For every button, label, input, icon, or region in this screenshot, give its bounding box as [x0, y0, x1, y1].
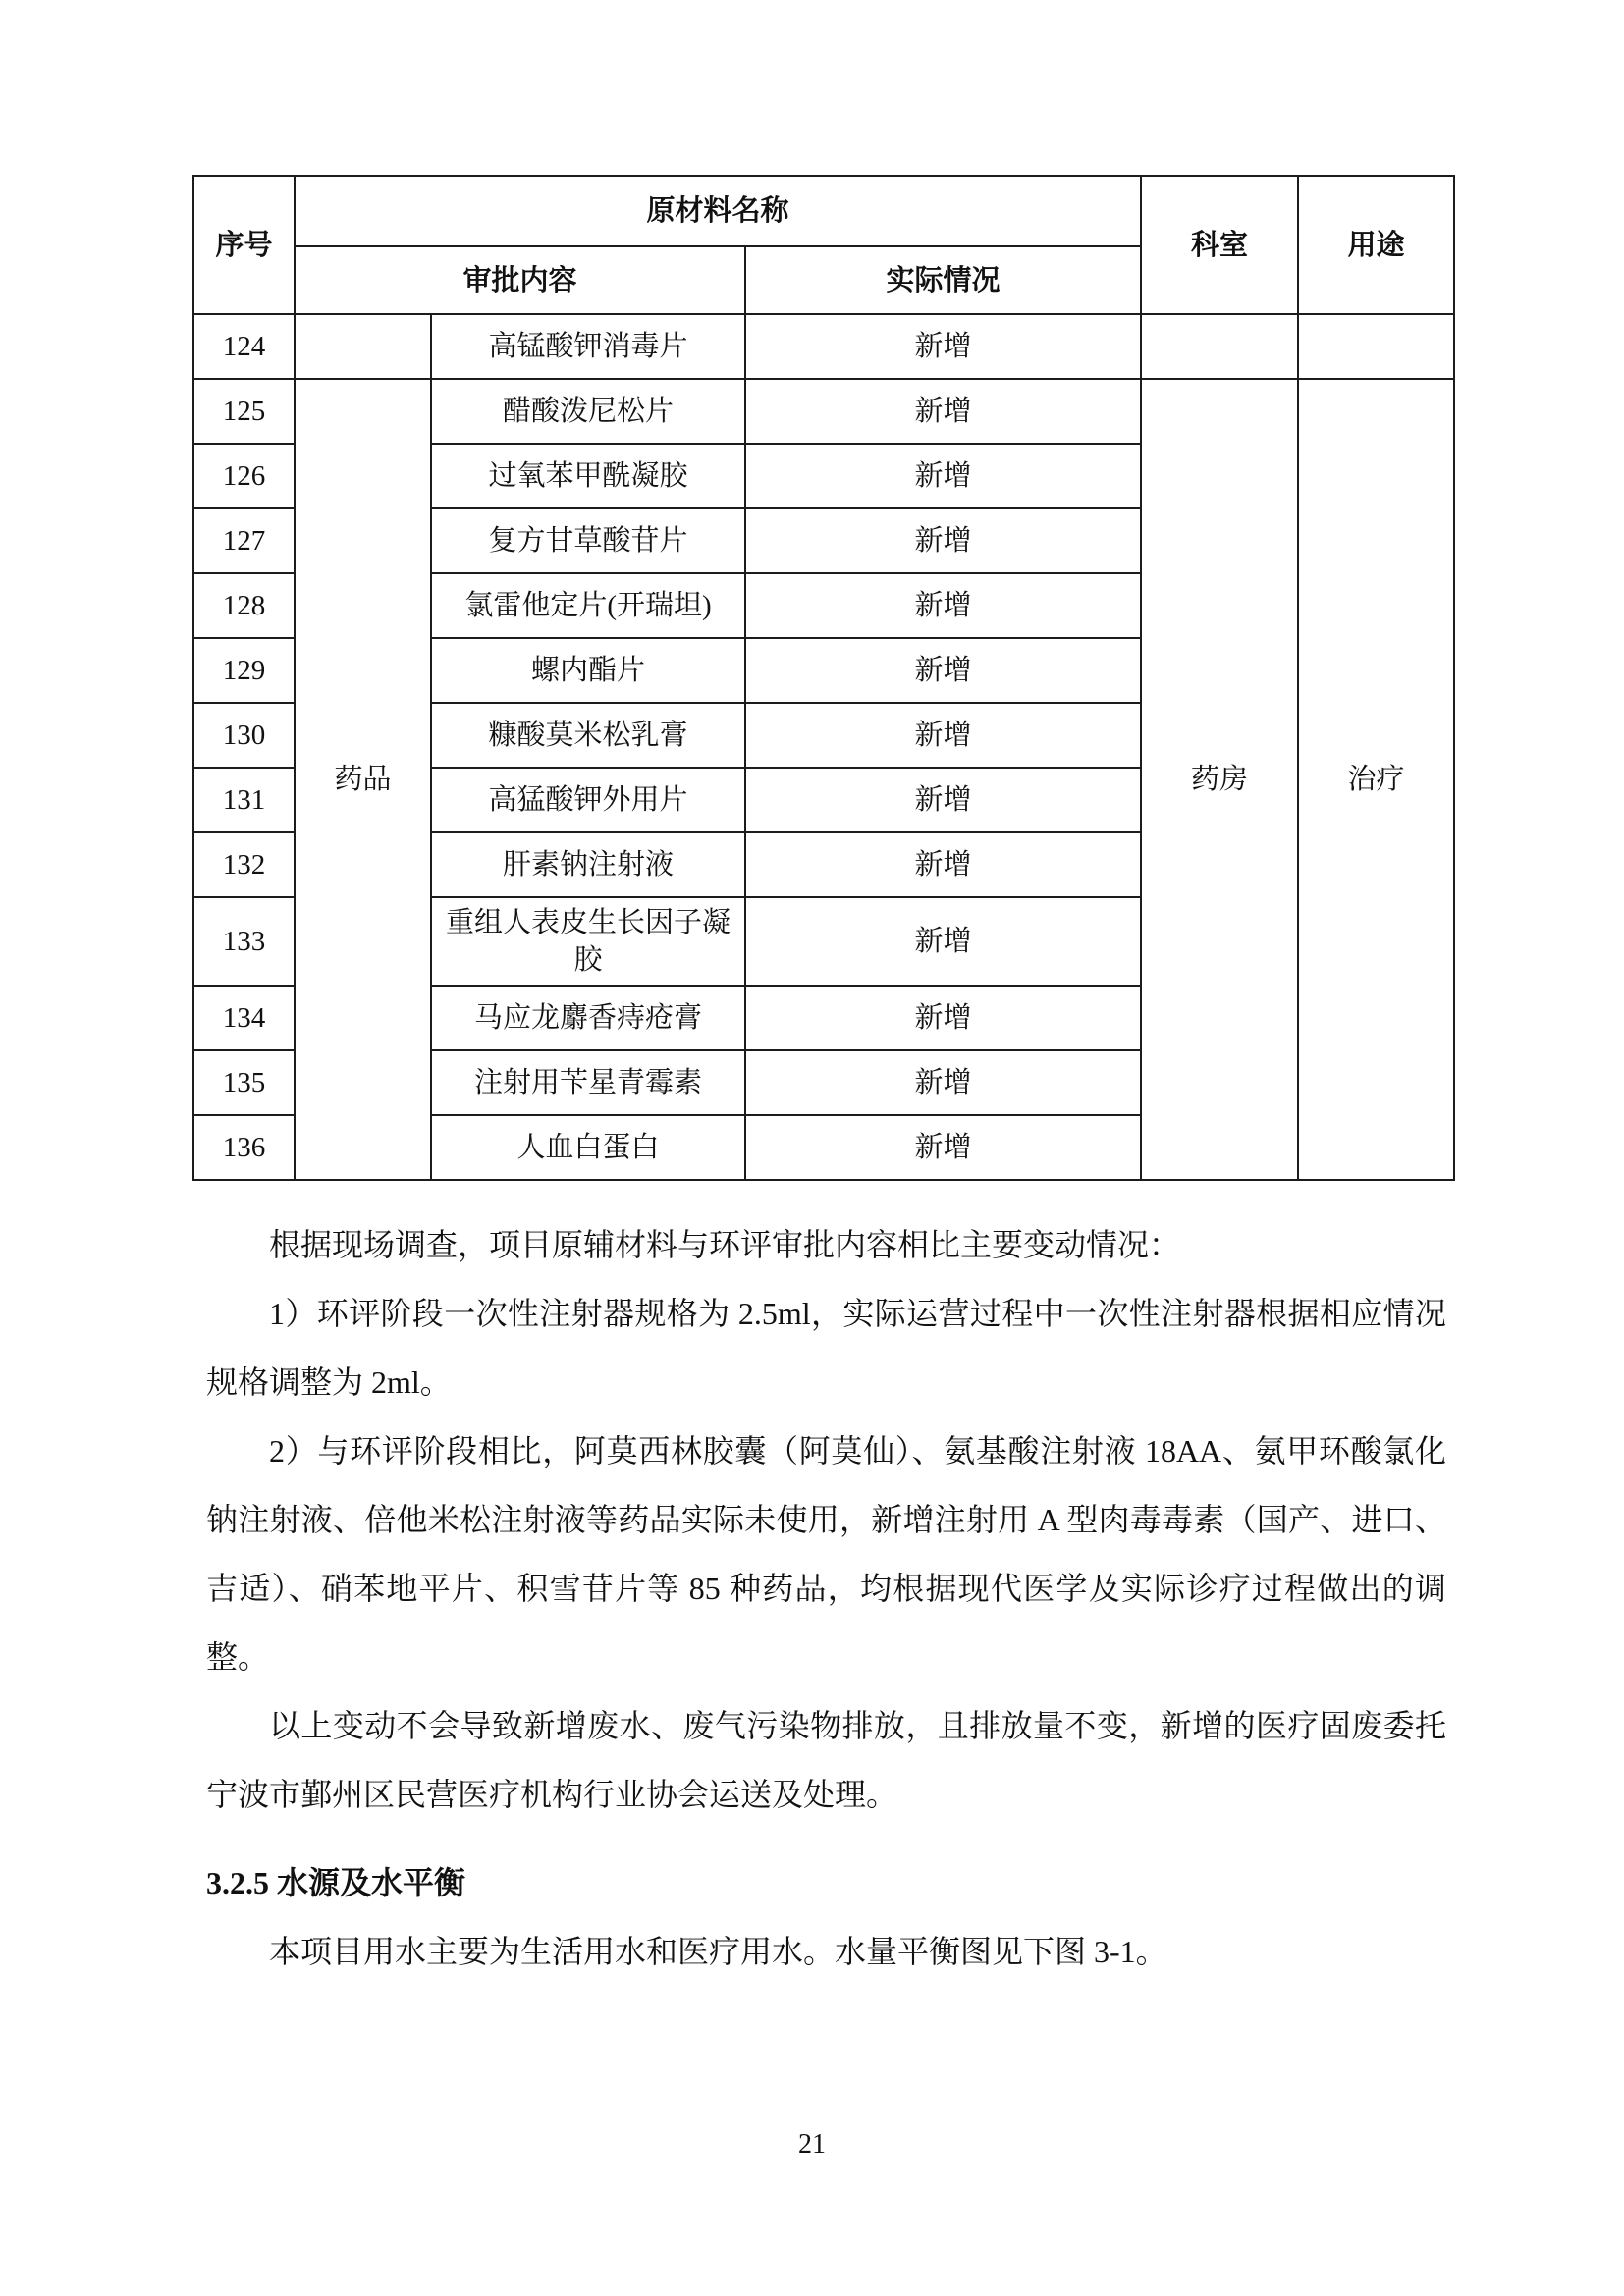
- cell-serial: 134: [193, 986, 295, 1050]
- cell-department-pharmacy: 药房: [1141, 379, 1298, 1180]
- paragraph-waste-conclusion: 以上变动不会导致新增废水、废气污染物排放，且排放量不变，新增的医疗固废委托宁波市鄞州区民营医疗机构行业协会运送及处理。: [206, 1708, 1446, 1812]
- cell-serial: 128: [193, 573, 295, 638]
- cell-serial: 130: [193, 703, 295, 768]
- paragraph-change-1: 1）环评阶段一次性注射器规格为 2.5ml，实际运营过程中一次性注射器根据相应情况规格调整为 2ml。: [206, 1296, 1446, 1400]
- cell-material: 马应龙麝香痔疮膏: [431, 986, 745, 1050]
- cell-purpose-empty: [1298, 314, 1454, 379]
- paragraph-survey-intro: 根据现场调查，项目原辅材料与环评审批内容相比主要变动情况：: [269, 1227, 1181, 1262]
- cell-material: 螺内酯片: [431, 638, 745, 703]
- body-text: [206, 1210, 1446, 1986]
- cell-material: 肝素钠注射液: [431, 832, 745, 897]
- header-purpose: 用途: [1298, 176, 1454, 314]
- table-row: [193, 314, 1454, 379]
- section-heading-water: 3.2.5 水源及水平衡: [206, 1865, 466, 1900]
- header-serial: 序号: [193, 176, 295, 314]
- paragraph-water-use: 本项目用水主要为生活用水和医疗用水。水量平衡图见下图 3-1。: [269, 1934, 1167, 1969]
- cell-material: 醋酸泼尼松片: [431, 379, 745, 444]
- header-department: 科室: [1141, 176, 1298, 314]
- cell-status: 新增: [745, 832, 1141, 897]
- cell-status: 新增: [745, 444, 1141, 508]
- cell-status: 新增: [745, 573, 1141, 638]
- cell-status: 新增: [745, 897, 1141, 986]
- cell-serial: 124: [193, 314, 295, 379]
- cell-serial: 135: [193, 1050, 295, 1115]
- cell-serial: 126: [193, 444, 295, 508]
- cell-serial: 132: [193, 832, 295, 897]
- cell-department-empty: [1141, 314, 1298, 379]
- cell-material: 过氧苯甲酰凝胶: [431, 444, 745, 508]
- table-row: [193, 379, 1454, 444]
- cell-material: 复方甘草酸苷片: [431, 508, 745, 573]
- cell-serial: 129: [193, 638, 295, 703]
- cell-status: 新增: [745, 768, 1141, 832]
- page-content: [192, 175, 1453, 1986]
- cell-material: 糠酸莫米松乳膏: [431, 703, 745, 768]
- header-approved-content: 审批内容: [295, 246, 745, 314]
- cell-status: 新增: [745, 1050, 1141, 1115]
- cell-material: 氯雷他定片(开瑞坦): [431, 573, 745, 638]
- cell-status: 新增: [745, 379, 1141, 444]
- cell-status: 新增: [745, 314, 1141, 379]
- cell-category-drugs: 药品: [295, 379, 431, 1180]
- cell-status: 新增: [745, 1115, 1141, 1180]
- cell-material: 高锰酸钾消毒片: [431, 314, 745, 379]
- cell-serial: 131: [193, 768, 295, 832]
- header-actual-situation: 实际情况: [745, 246, 1141, 314]
- materials-table: [192, 175, 1455, 1181]
- cell-serial: 133: [193, 897, 295, 986]
- cell-serial: 136: [193, 1115, 295, 1180]
- cell-serial: 125: [193, 379, 295, 444]
- cell-status: 新增: [745, 986, 1141, 1050]
- cell-material: 高猛酸钾外用片: [431, 768, 745, 832]
- table-header-row-1: [193, 176, 1454, 246]
- cell-category-empty: [295, 314, 431, 379]
- cell-material: 人血白蛋白: [431, 1115, 745, 1180]
- header-material-name: 原材料名称: [295, 176, 1141, 246]
- page-number: 21: [798, 2129, 826, 2160]
- cell-status: 新增: [745, 703, 1141, 768]
- cell-material: 注射用苄星青霉素: [431, 1050, 745, 1115]
- cell-purpose-treatment: 治疗: [1298, 379, 1454, 1180]
- cell-material: 重组人表皮生长因子凝胶: [431, 897, 745, 986]
- paragraph-change-2: 2）与环评阶段相比，阿莫西林胶囊（阿莫仙）、氨基酸注射液 18AA、氨甲环酸氯化钠注射液、倍他米松注射液等药品实际未使用，新增注射用 A 型肉毒毒素（国产、进口、吉适）、硝苯地平片、积雪苷片等 85 种药品，均根据现代医学及实际诊疗过程做出的调整。: [206, 1433, 1446, 1675]
- cell-status: 新增: [745, 638, 1141, 703]
- cell-serial: 127: [193, 508, 295, 573]
- cell-status: 新增: [745, 508, 1141, 573]
